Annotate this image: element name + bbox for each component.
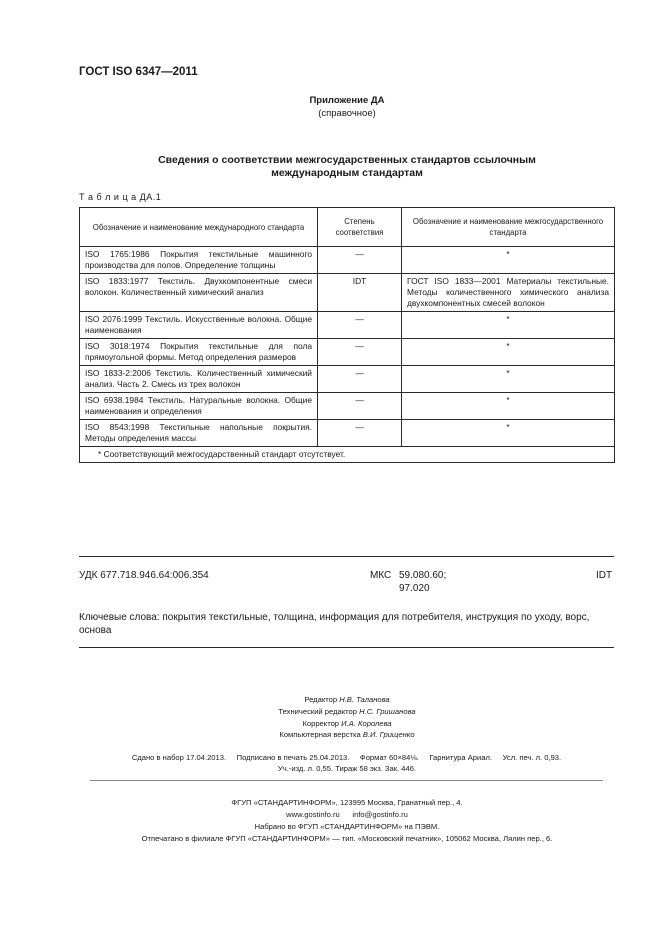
degree-cell: — xyxy=(318,339,402,366)
publisher-address: ФГУП «СТАНДАРТИНФОРМ», 123995 Москва, Гранатный пер., 4. xyxy=(231,798,463,807)
national-standard-cell: * xyxy=(402,312,615,339)
editor-name: Н.В. Таланова xyxy=(339,695,390,704)
divider-top xyxy=(79,556,614,557)
appendix-subtitle: (справочное) xyxy=(318,108,376,119)
layout-label: Компьютерная верстка xyxy=(279,730,361,739)
publisher-contacts: www.gostinfo.ru info@gostinfo.ru xyxy=(286,810,408,819)
table-header-row xyxy=(80,208,615,247)
table-row xyxy=(80,366,615,393)
imprint-tech-editor xyxy=(0,706,661,718)
correspondence-table xyxy=(79,207,615,463)
table-row xyxy=(80,274,615,312)
national-standard-cell: * xyxy=(402,366,615,393)
degree-cell: IDT xyxy=(318,274,402,312)
print-info-line2: Уч.-изд. л. 0,55. Тираж 58 экз. Зак. 446. xyxy=(277,764,417,773)
degree-cell: — xyxy=(318,366,402,393)
degree-cell: — xyxy=(318,312,402,339)
print-info-line1: Сдано в набор 17.04.2013. Подписано в печать 25.04.2013. Формат 60×84⅛. Гарнитура Ариал. Усл. печ. л. 0,93. xyxy=(131,753,562,762)
column-header-degree: Степень соответствия xyxy=(318,208,402,247)
column-header-intl: Обозначение и наименование международного стандарта xyxy=(80,208,318,247)
degree-cell: — xyxy=(318,420,402,447)
divider-bottom xyxy=(79,647,614,648)
intl-standard-cell: ISO 2076:1999 Текстиль. Искусственные волокна. Общие наименования xyxy=(80,312,318,339)
table-footnote: * Соответствующий межгосударственный стандарт отсутствует. xyxy=(80,447,615,463)
mks-code-1: 59.080.60; xyxy=(399,570,447,581)
table-row xyxy=(80,312,615,339)
mks-code-2: 97.020 xyxy=(399,583,430,594)
keywords: Ключевые слова: покрытия текстильные, толщина, информация для потребителя, инструкция по уходу, ворс, основа xyxy=(79,612,590,636)
tech-editor-label: Технический редактор xyxy=(278,707,357,716)
editor-label: Редактор xyxy=(304,695,338,704)
intl-standard-cell: ISO 1833:1977 Текстиль. Двухкомпонентные смеси волокон. Количественный химический анализ xyxy=(80,274,318,312)
intl-standard-cell: ISO 8543:1998 Текстильные напольные покрытия. Методы определения массы xyxy=(80,420,318,447)
section-title-line1: Сведения о соответствии межгосударственных стандартов ссылочным xyxy=(158,154,536,166)
corrector-name: И.А. Королева xyxy=(341,719,392,728)
column-header-national: Обозначение и наименование межгосударственного стандарта xyxy=(402,208,615,247)
degree-code: IDT xyxy=(596,570,613,581)
degree-cell: — xyxy=(318,247,402,274)
table-footnote-row xyxy=(80,447,615,463)
appendix-title: Приложение ДА xyxy=(309,95,385,106)
degree-cell: — xyxy=(318,393,402,420)
intl-standard-cell: ISO 1765:1986 Покрытия текстильные машинного производства для полов. Определение толщины xyxy=(80,247,318,274)
national-standard-cell: * xyxy=(402,339,615,366)
publisher-typeset: Набрано во ФГУП «СТАНДАРТИНФОРМ» на ПЭВМ. xyxy=(254,822,440,831)
national-standard-cell: * xyxy=(402,393,615,420)
section-title-line2: международным стандартам xyxy=(271,167,423,179)
mks-label: МКС xyxy=(370,570,392,581)
national-standard-cell: ГОСТ ISO 1833—2001 Материалы текстильные. Методы количественного химического анализа двухкомпонентных смесей волокон xyxy=(402,274,615,312)
publisher-printed: Отпечатано в филиале ФГУП «СТАНДАРТИНФОРМ» — тип. «Московский печатник», 105062 Москва, Лялин пер., 6. xyxy=(141,834,553,843)
layout-name: В.И. Грищенко xyxy=(362,730,415,739)
table-row xyxy=(80,247,615,274)
tech-editor-name: Н.С. Гришанова xyxy=(359,707,416,716)
national-standard-cell: * xyxy=(402,247,615,274)
section-title xyxy=(120,154,574,180)
table-row xyxy=(80,393,615,420)
document-code: ГОСТ ISO 6347—2011 xyxy=(79,66,198,78)
intl-standard-cell: ISO 6938.1984 Текстиль. Натуральные волокна. Общие наименования и определения xyxy=(80,393,318,420)
national-standard-cell: * xyxy=(402,420,615,447)
imprint-corrector xyxy=(0,718,661,730)
imprint-layout xyxy=(0,729,661,741)
table-row xyxy=(80,420,615,447)
divider-publisher xyxy=(90,780,603,781)
corrector-label: Корректор xyxy=(302,719,340,728)
intl-standard-cell: ISO 1833-2:2006 Текстиль. Количественный химический анализ. Часть 2. Смесь из трех волокон xyxy=(80,366,318,393)
imprint-editor xyxy=(0,694,661,706)
udk-code: УДК 677.718.946.64:006.354 xyxy=(79,570,209,581)
table-caption: Т а б л и ц а ДА.1 xyxy=(79,192,162,202)
table-row xyxy=(80,339,615,366)
intl-standard-cell: ISO 3018:1974 Покрытия текстильные для пола прямоугольной формы. Метод определения размеров xyxy=(80,339,318,366)
